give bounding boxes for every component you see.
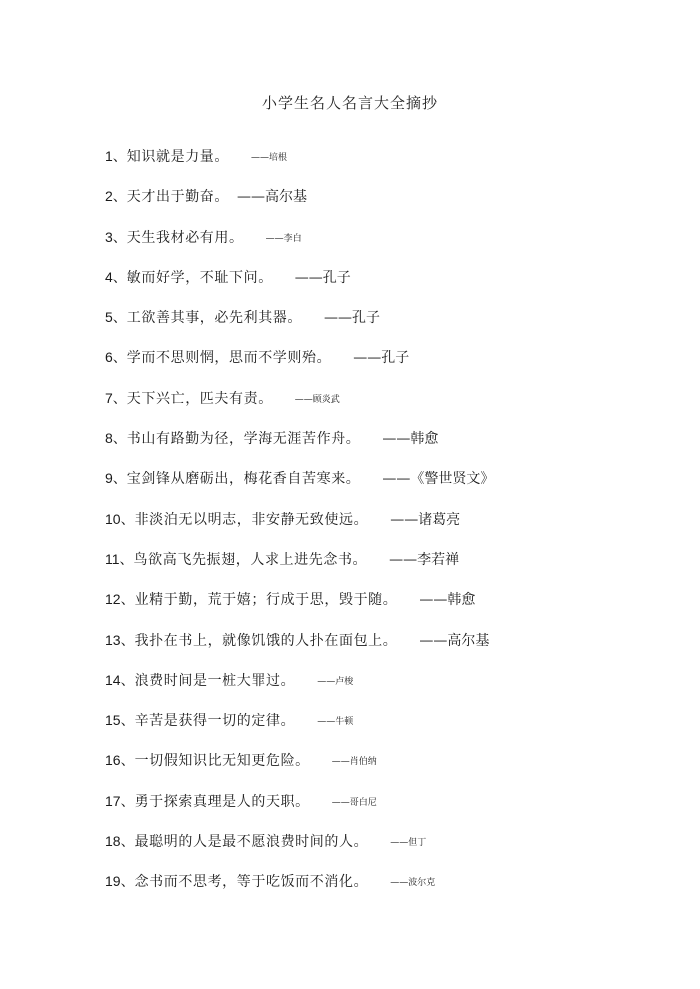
quote-separator: 、 bbox=[112, 310, 127, 327]
quote-number: 4 bbox=[105, 268, 113, 285]
quote-author: ——《警世贤文》 bbox=[382, 471, 495, 488]
quote-text: 念书而不思考，等于吃饭而不消化。 bbox=[134, 874, 369, 891]
quote-text: 辛苦是获得一切的定律。 bbox=[134, 713, 296, 730]
quote-separator: 、 bbox=[112, 350, 127, 367]
quote-separator: 、 bbox=[120, 511, 135, 528]
quote-number: 7 bbox=[105, 389, 113, 406]
quote-author: ——诸葛亮 bbox=[390, 511, 461, 528]
quote-text: 非淡泊无以明志，非安静无致使远。 bbox=[134, 511, 369, 528]
quote-item bbox=[105, 146, 494, 186]
quote-author: ——哥白尼 bbox=[331, 797, 377, 808]
quote-number: 5 bbox=[105, 309, 113, 326]
quote-author: ——卢梭 bbox=[317, 676, 354, 687]
quote-number: 14 bbox=[105, 671, 121, 688]
quote-number: 1 bbox=[105, 148, 113, 164]
quote-author: ——高尔基 bbox=[419, 632, 490, 649]
quote-separator: 、 bbox=[112, 269, 127, 286]
quote-item bbox=[105, 871, 494, 911]
quote-author: ——韩愈 bbox=[419, 592, 476, 609]
quote-item bbox=[105, 710, 494, 750]
quote-author: ——波尔克 bbox=[390, 878, 436, 889]
quote-text: 最聪明的人是最不愿浪费时间的人。 bbox=[134, 834, 369, 851]
quote-separator: 、 bbox=[120, 793, 135, 810]
quote-author: ——李若禅 bbox=[389, 551, 460, 568]
quote-separator: 、 bbox=[112, 471, 127, 488]
quote-item bbox=[105, 468, 494, 508]
quote-number: 2 bbox=[105, 188, 113, 205]
quote-author: ——培根 bbox=[251, 153, 288, 163]
quote-separator: 、 bbox=[120, 874, 135, 891]
quote-text: 一切假知识比无知更危险。 bbox=[134, 753, 310, 770]
quote-number: 6 bbox=[105, 349, 113, 366]
quote-list bbox=[105, 146, 494, 912]
quote-separator: 、 bbox=[112, 431, 127, 448]
quote-separator: 、 bbox=[120, 592, 135, 609]
quote-number: 12 bbox=[105, 591, 121, 608]
quote-item bbox=[105, 750, 494, 790]
quote-text: 业精于勤，荒于嬉；行成于思，毁于随。 bbox=[134, 592, 398, 609]
quote-author: ——高尔基 bbox=[237, 189, 307, 206]
quote-number: 15 bbox=[105, 712, 121, 729]
page-title: 小学生名人名言大全摘抄 bbox=[261, 94, 438, 112]
quote-text: 勇于探索真理是人的天职。 bbox=[134, 793, 310, 810]
quote-number: 16 bbox=[105, 752, 121, 769]
quote-item bbox=[105, 791, 494, 831]
quote-item bbox=[105, 589, 494, 629]
quote-item bbox=[105, 267, 494, 307]
quote-separator: 、 bbox=[119, 551, 134, 568]
quote-number: 11 bbox=[105, 550, 120, 567]
quote-item bbox=[105, 388, 494, 428]
quote-item bbox=[105, 186, 494, 226]
quote-item bbox=[105, 428, 494, 468]
quote-separator: 、 bbox=[120, 713, 135, 730]
quote-text: 天生我材必有用。 bbox=[126, 229, 244, 246]
quote-text: 浪费时间是一桩大罪过。 bbox=[134, 672, 296, 689]
quote-item bbox=[105, 307, 494, 347]
quote-text: 工欲善其事，必先利其器。 bbox=[126, 310, 302, 327]
quote-item bbox=[105, 630, 494, 670]
quote-separator: 、 bbox=[112, 390, 127, 407]
quote-author: ——韩愈 bbox=[382, 431, 439, 448]
quote-separator: 、 bbox=[112, 189, 127, 206]
quote-number: 8 bbox=[105, 430, 113, 447]
quote-number: 3 bbox=[105, 228, 113, 245]
quote-author: ——顾炎武 bbox=[294, 394, 340, 405]
quote-text: 知识就是力量。 bbox=[126, 149, 229, 165]
quote-separator: 、 bbox=[120, 834, 135, 851]
quote-item bbox=[105, 670, 494, 710]
quote-number: 13 bbox=[105, 631, 121, 648]
quote-text: 宝剑锋从磨砺出，梅花香自苦寒来。 bbox=[126, 471, 361, 488]
quote-item bbox=[105, 347, 494, 387]
quote-number: 9 bbox=[105, 470, 113, 487]
quote-text: 学而不思则惘，思而不学则殆。 bbox=[126, 350, 332, 367]
quote-number: 18 bbox=[105, 833, 121, 850]
quote-number: 17 bbox=[105, 792, 121, 809]
quote-item bbox=[105, 509, 494, 549]
quote-item bbox=[105, 831, 494, 871]
quote-text: 敏而好学，不耻下问。 bbox=[126, 269, 273, 286]
quote-separator: 、 bbox=[120, 632, 135, 649]
quote-text: 天才出于勤奋。 bbox=[126, 189, 229, 206]
quote-author: ——牛顿 bbox=[317, 717, 354, 728]
quote-author: ——李白 bbox=[265, 233, 302, 244]
quote-separator: 、 bbox=[112, 149, 127, 165]
quote-item bbox=[105, 227, 494, 267]
quote-separator: 、 bbox=[120, 672, 135, 689]
quote-text: 我扑在书上，就像饥饿的人扑在面包上。 bbox=[134, 632, 398, 649]
quote-author: ——孔子 bbox=[353, 350, 410, 367]
quote-author: ——孔子 bbox=[294, 269, 351, 286]
quote-separator: 、 bbox=[112, 229, 127, 246]
quote-text: 鸟欲高飞先振翅，人求上进先念书。 bbox=[133, 551, 368, 568]
quote-number: 19 bbox=[105, 873, 121, 890]
quote-separator: 、 bbox=[120, 753, 135, 770]
quote-number: 10 bbox=[105, 510, 121, 527]
quote-author: ——但丁 bbox=[390, 838, 427, 849]
quote-author: ——孔子 bbox=[324, 310, 380, 327]
quote-author: ——肖伯纳 bbox=[331, 757, 377, 768]
quote-item bbox=[105, 549, 494, 589]
quote-text: 书山有路勤为径，学海无涯苦作舟。 bbox=[126, 431, 361, 448]
quote-text: 天下兴亡，匹夫有责。 bbox=[126, 390, 273, 407]
